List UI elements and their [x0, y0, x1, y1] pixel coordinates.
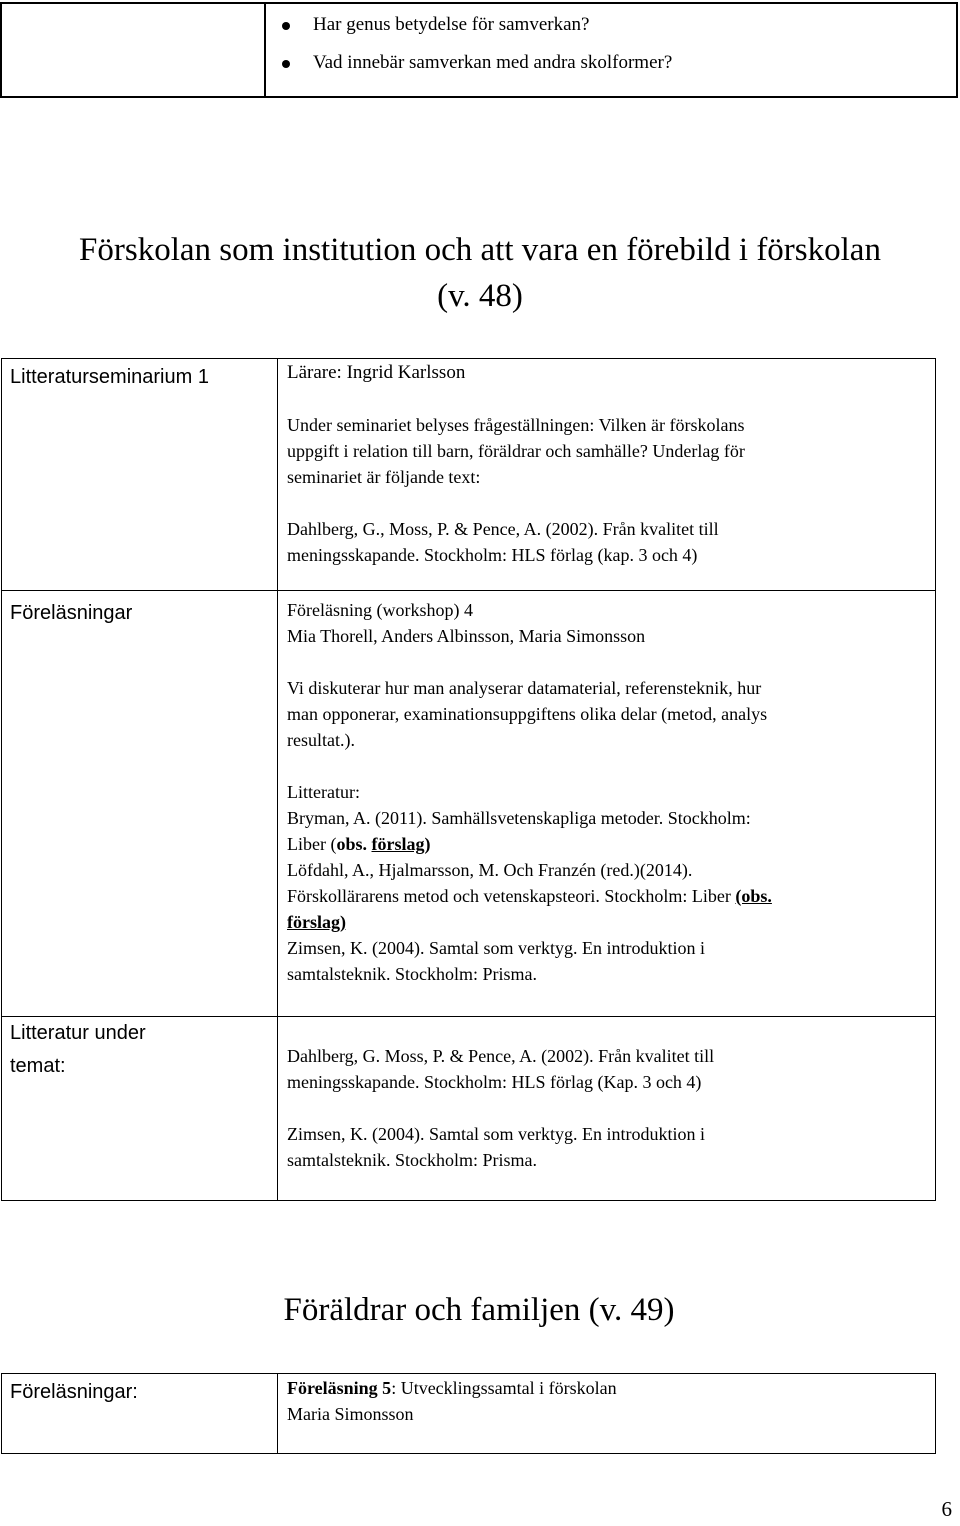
lecture-description: man opponerar, examinationsuppgiftens olika delar (metod, analys [287, 704, 768, 724]
literature-reference: Dahlberg, G. Moss, P. & Pence, A. (2002). Från kvalitet till [287, 1046, 715, 1066]
row-label-literature-2: temat: [10, 1055, 66, 1077]
literature-item: Bryman, A. (2011). Samhällsvetenskapliga metoder. Stockholm: [287, 808, 751, 828]
literature-cell [287, 1043, 927, 1173]
lecture-speaker: Maria Simonsson [287, 1404, 414, 1424]
row-divider [2, 590, 935, 591]
literature-reference: samtalsteknik. Stockholm: Prisma. [287, 1150, 537, 1170]
literature-item: samtalsteknik. Stockholm: Prisma. [287, 964, 537, 984]
literature-item: Zimsen, K. (2004). Samtal som verktyg. En introduktion i [287, 938, 705, 958]
row-label-seminar: Litteraturseminarium 1 [10, 366, 209, 388]
row-label-lectures: Föreläsningar: [10, 1381, 138, 1403]
column-divider [277, 358, 278, 590]
column-divider [277, 1016, 278, 1201]
question-list [266, 10, 956, 86]
literature-item: Liber (obs. förslag) [287, 834, 431, 854]
column-divider [277, 1374, 278, 1453]
page-number: 6 [941, 1497, 952, 1521]
literature-reference: meningsskapande. Stockholm: HLS förlag (Kap. 3 och 4) [287, 1072, 702, 1092]
question-bullet: Har genus betydelse för samverkan? [313, 10, 956, 48]
suggestion-link[interactable]: förslag [371, 834, 425, 854]
lecture-speakers: Mia Thorell, Anders Albinsson, Maria Simonsson [287, 626, 646, 646]
section-heading: Föräldrar och familjen (v. 49) [283, 1292, 675, 1328]
teacher-name: Lärare: Ingrid Karlsson [287, 362, 466, 383]
lecture-cell [287, 1375, 927, 1427]
seminar-question: Under seminariet belyses frågeställningen: Vilken är förskolans [287, 415, 745, 435]
lecture-description: Vi diskuterar hur man analyserar datamaterial, referensteknik, hur [287, 678, 762, 698]
continuation-table [0, 2, 958, 98]
row-label-literature: Litteratur under [10, 1022, 146, 1044]
question-bullet: Vad innebär samverkan med andra skolformer? [313, 48, 956, 86]
obs-link[interactable]: (obs. [735, 886, 772, 906]
suggestion-link[interactable]: förslag) [287, 912, 346, 932]
literature-item: Löfdahl, A., Hjalmarsson, M. Och Franzén (red.)(2014). [287, 860, 693, 880]
seminar-question: seminariet är följande text: [287, 467, 481, 487]
row-label-lectures: Föreläsningar [10, 602, 133, 624]
column-divider [277, 590, 278, 1016]
section-heading: Förskolan som institution och att vara en förebild i förskolan [79, 232, 881, 268]
lectures-cell [287, 597, 927, 987]
literature-item: Förskollärarens metod och vetenskapsteori. Stockholm: Liber (obs. [287, 886, 772, 906]
continuation-left-cell [2, 4, 266, 96]
lecture-title: Föreläsning (workshop) 4 [287, 600, 473, 620]
lecture-title: Föreläsning 5: Utvecklingssamtal i förskolan [287, 1378, 617, 1398]
section-heading-week: (v. 48) [437, 278, 523, 314]
seminar-question: uppgift i relation till barn, föräldrar och samhälle? Underlag för [287, 441, 745, 461]
seminar-cell [287, 359, 927, 568]
literature-reference: Zimsen, K. (2004). Samtal som verktyg. En introduktion i [287, 1124, 705, 1144]
seminar-reference: Dahlberg, G., Moss, P. & Pence, A. (2002). Från kvalitet till [287, 519, 719, 539]
lecture-description: resultat.). [287, 730, 355, 750]
literature-heading: Litteratur: [287, 782, 360, 802]
continuation-right-cell [266, 4, 956, 96]
seminar-reference: meningsskapande. Stockholm: HLS förlag (kap. 3 och 4) [287, 545, 698, 565]
